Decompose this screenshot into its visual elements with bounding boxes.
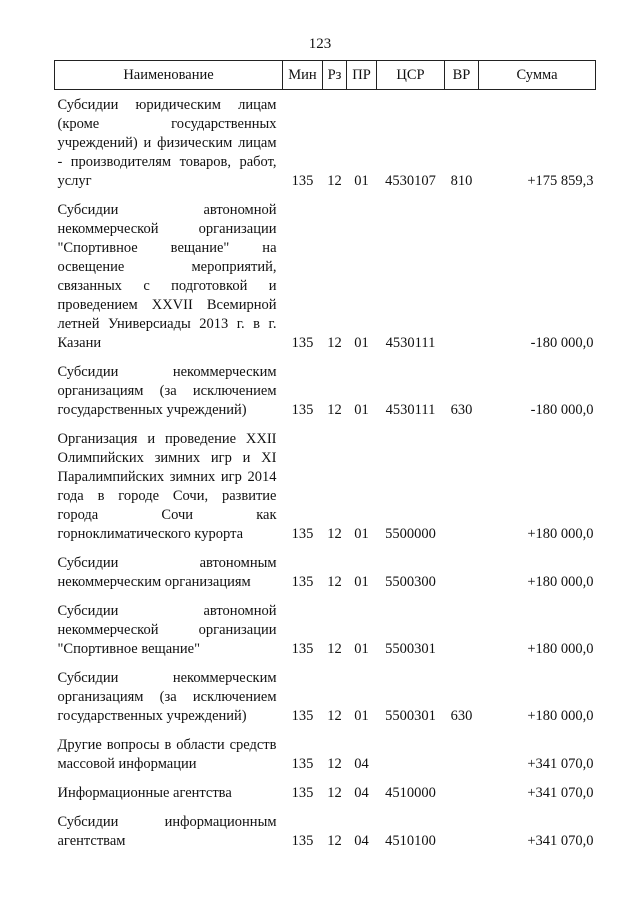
row-vr: 630 xyxy=(450,708,473,724)
row-sum: +341 070,0 xyxy=(527,756,594,772)
row-vr: 810 xyxy=(450,173,473,189)
budget-table xyxy=(54,60,596,855)
row-vr xyxy=(445,596,479,663)
row-sum: +180 000,0 xyxy=(527,641,594,657)
row-name: Субсидии автономной некоммерческой организации "Спортивное вещание" xyxy=(57,603,277,657)
row-rz: 12 xyxy=(327,173,342,189)
table-row xyxy=(55,807,596,855)
table-row xyxy=(55,195,596,357)
header-name: Наименование xyxy=(55,61,283,90)
row-vr: 630 xyxy=(450,402,473,418)
row-csr: 4510000 xyxy=(385,785,436,801)
table-row xyxy=(55,548,596,596)
table-row xyxy=(55,90,596,196)
header-csr: ЦСР xyxy=(377,61,445,90)
row-rz: 12 xyxy=(327,833,342,849)
header-rz: Рз xyxy=(323,61,347,90)
row-sum: -180 000,0 xyxy=(530,402,594,418)
row-sum: -180 000,0 xyxy=(530,335,594,351)
row-name: Субсидии автономной некоммерческой организации "Спортивное вещание" на освещение мероприятий, связанных с подготовкой и проведением XXVII Всемирной летней Универсиады 2013 г. в г. Казани xyxy=(57,202,277,351)
row-min: 135 xyxy=(291,833,314,849)
table-row xyxy=(55,424,596,548)
row-pr: 04 xyxy=(354,785,369,801)
row-csr xyxy=(377,730,445,778)
row-min: 135 xyxy=(291,574,314,590)
row-min: 135 xyxy=(291,402,314,418)
row-csr: 5500000 xyxy=(385,526,436,542)
row-pr: 01 xyxy=(354,173,369,189)
row-csr: 5500301 xyxy=(385,708,436,724)
table-row xyxy=(55,357,596,424)
table-row xyxy=(55,663,596,730)
row-vr xyxy=(445,778,479,807)
row-pr: 04 xyxy=(354,756,369,772)
row-min: 135 xyxy=(291,756,314,772)
row-rz: 12 xyxy=(327,526,342,542)
row-rz: 12 xyxy=(327,708,342,724)
row-csr: 5500300 xyxy=(385,574,436,590)
row-pr: 04 xyxy=(354,833,369,849)
header-min: Мин xyxy=(283,61,323,90)
row-sum: +341 070,0 xyxy=(527,785,594,801)
row-pr: 01 xyxy=(354,526,369,542)
row-sum: +180 000,0 xyxy=(527,526,594,542)
row-pr: 01 xyxy=(354,402,369,418)
row-pr: 01 xyxy=(354,335,369,351)
row-name: Другие вопросы в области средств массовой информации xyxy=(57,737,277,772)
table-row xyxy=(55,778,596,807)
row-sum: +180 000,0 xyxy=(527,708,594,724)
table-row xyxy=(55,730,596,778)
row-rz: 12 xyxy=(327,402,342,418)
row-rz: 12 xyxy=(327,756,342,772)
row-name: Организация и проведение XXII Олимпийских зимних игр и XI Паралимпийских зимних игр 2014 года в городе Сочи, развитие города Сочи как горноклиматического курорта xyxy=(57,431,277,542)
row-csr: 5500301 xyxy=(385,641,436,657)
row-vr xyxy=(445,424,479,548)
row-vr xyxy=(445,195,479,357)
row-name: Субсидии автономным некоммерческим организациям xyxy=(57,555,277,590)
row-csr: 4530107 xyxy=(385,173,436,189)
row-pr: 01 xyxy=(354,574,369,590)
row-vr xyxy=(445,807,479,855)
row-rz: 12 xyxy=(327,574,342,590)
row-name: Субсидии некоммерческим организациям (за исключением государственных учреждений) xyxy=(57,670,277,724)
row-rz: 12 xyxy=(327,785,342,801)
row-pr: 01 xyxy=(354,708,369,724)
row-name: Субсидии некоммерческим организациям (за исключением государственных учреждений) xyxy=(57,364,277,418)
row-min: 135 xyxy=(291,785,314,801)
header-vr: ВР xyxy=(445,61,479,90)
row-vr xyxy=(445,548,479,596)
row-sum: +341 070,0 xyxy=(527,833,594,849)
row-min: 135 xyxy=(291,526,314,542)
row-name: Информационные агентства xyxy=(57,785,232,801)
row-min: 135 xyxy=(291,641,314,657)
row-csr: 4510100 xyxy=(385,833,436,849)
header-sum: Сумма xyxy=(479,61,596,90)
row-vr xyxy=(445,730,479,778)
row-rz: 12 xyxy=(327,335,342,351)
row-min: 135 xyxy=(291,708,314,724)
row-sum: +175 859,3 xyxy=(527,173,594,189)
header-pr: ПР xyxy=(347,61,377,90)
table-row xyxy=(55,596,596,663)
row-min: 135 xyxy=(291,335,314,351)
page-number: 123 xyxy=(308,36,332,52)
row-rz: 12 xyxy=(327,641,342,657)
row-csr: 4530111 xyxy=(385,335,436,351)
row-pr: 01 xyxy=(354,641,369,657)
row-csr: 4530111 xyxy=(385,402,436,418)
row-name: Субсидии информационным агентствам xyxy=(57,814,277,849)
row-min: 135 xyxy=(291,173,314,189)
row-name: Субсидии юридическим лицам (кроме государственных учреждений) и физическим лицам - производителям товаров, работ, услуг xyxy=(57,97,277,189)
table-header-row xyxy=(55,61,596,90)
row-sum: +180 000,0 xyxy=(527,574,594,590)
